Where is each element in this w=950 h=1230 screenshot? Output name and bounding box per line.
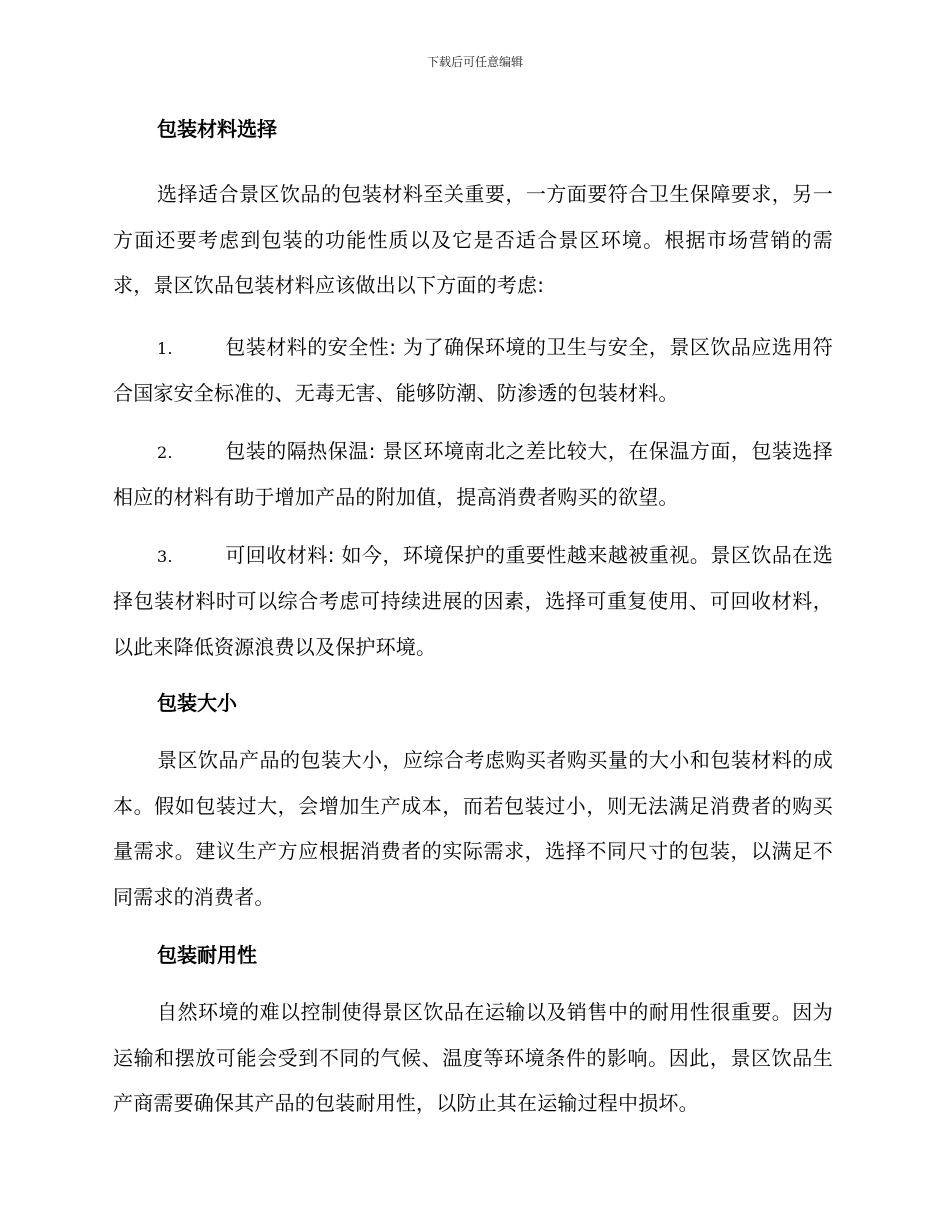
list-item-text: 包装的隔热保温: 景区环境南北之差比较大，在保温方面，包装选择相应的材料有助于增加产品的附加值，提高消费者购买的欲望。 xyxy=(113,438,833,509)
header-note: 下载后可任意编辑 xyxy=(426,55,523,69)
list-number: 1. xyxy=(157,338,173,358)
list-item xyxy=(113,429,833,521)
list-number: 2. xyxy=(157,442,173,462)
list-item-text: 可回收材料: 如今，环境保护的重要性越来越被重视。景区饮品在选择包装材料时可以综合考虑可持续进展的因素，选择可重复使用、可回收材料，以此来降低资源浪费以及保护环境。 xyxy=(113,542,833,659)
section-heading-durability: 包装耐用性 xyxy=(157,943,257,967)
list-item-text: 包装材料的安全性: 为了确保环境的卫生与安全，景区饮品应选用符合国家安全标准的、无毒无害、能够防潮、防渗透的包装材料。 xyxy=(113,334,833,405)
document-body xyxy=(113,112,833,1127)
materials-intro-paragraph: 选择适合景区饮品的包装材料至关重要，一方面要符合卫生保障要求，另一方面还要考虑到包装的功能性质以及它是否适合景区环境。根据市场营销的需求，景区饮品包装材料应该做出以下方面的考虑: xyxy=(113,182,833,297)
list-item xyxy=(113,533,833,671)
section-heading-materials: 包装材料选择 xyxy=(157,117,277,141)
size-paragraph: 景区饮品产品的包装大小，应综合考虑购买者购买量的大小和包装材料的成本。假如包装过大，会增加生产成本，而若包装过小，则无法满足消费者的购买量需求。建议生产方应根据消费者的实际需求，选择不同尺寸的包装，以满足不同需求的消费者。 xyxy=(113,748,833,909)
list-number: 3. xyxy=(157,546,173,566)
section-heading-size: 包装大小 xyxy=(157,691,237,715)
list-item xyxy=(113,325,833,417)
durability-paragraph: 自然环境的难以控制使得景区饮品在运输以及销售中的耐用性很重要。因为运输和摆放可能会受到不同的气候、温度等环境条件的影响。因此，景区饮品生产商需要确保其产品的包装耐用性，以防止其在运输过程中损坏。 xyxy=(113,1000,833,1115)
